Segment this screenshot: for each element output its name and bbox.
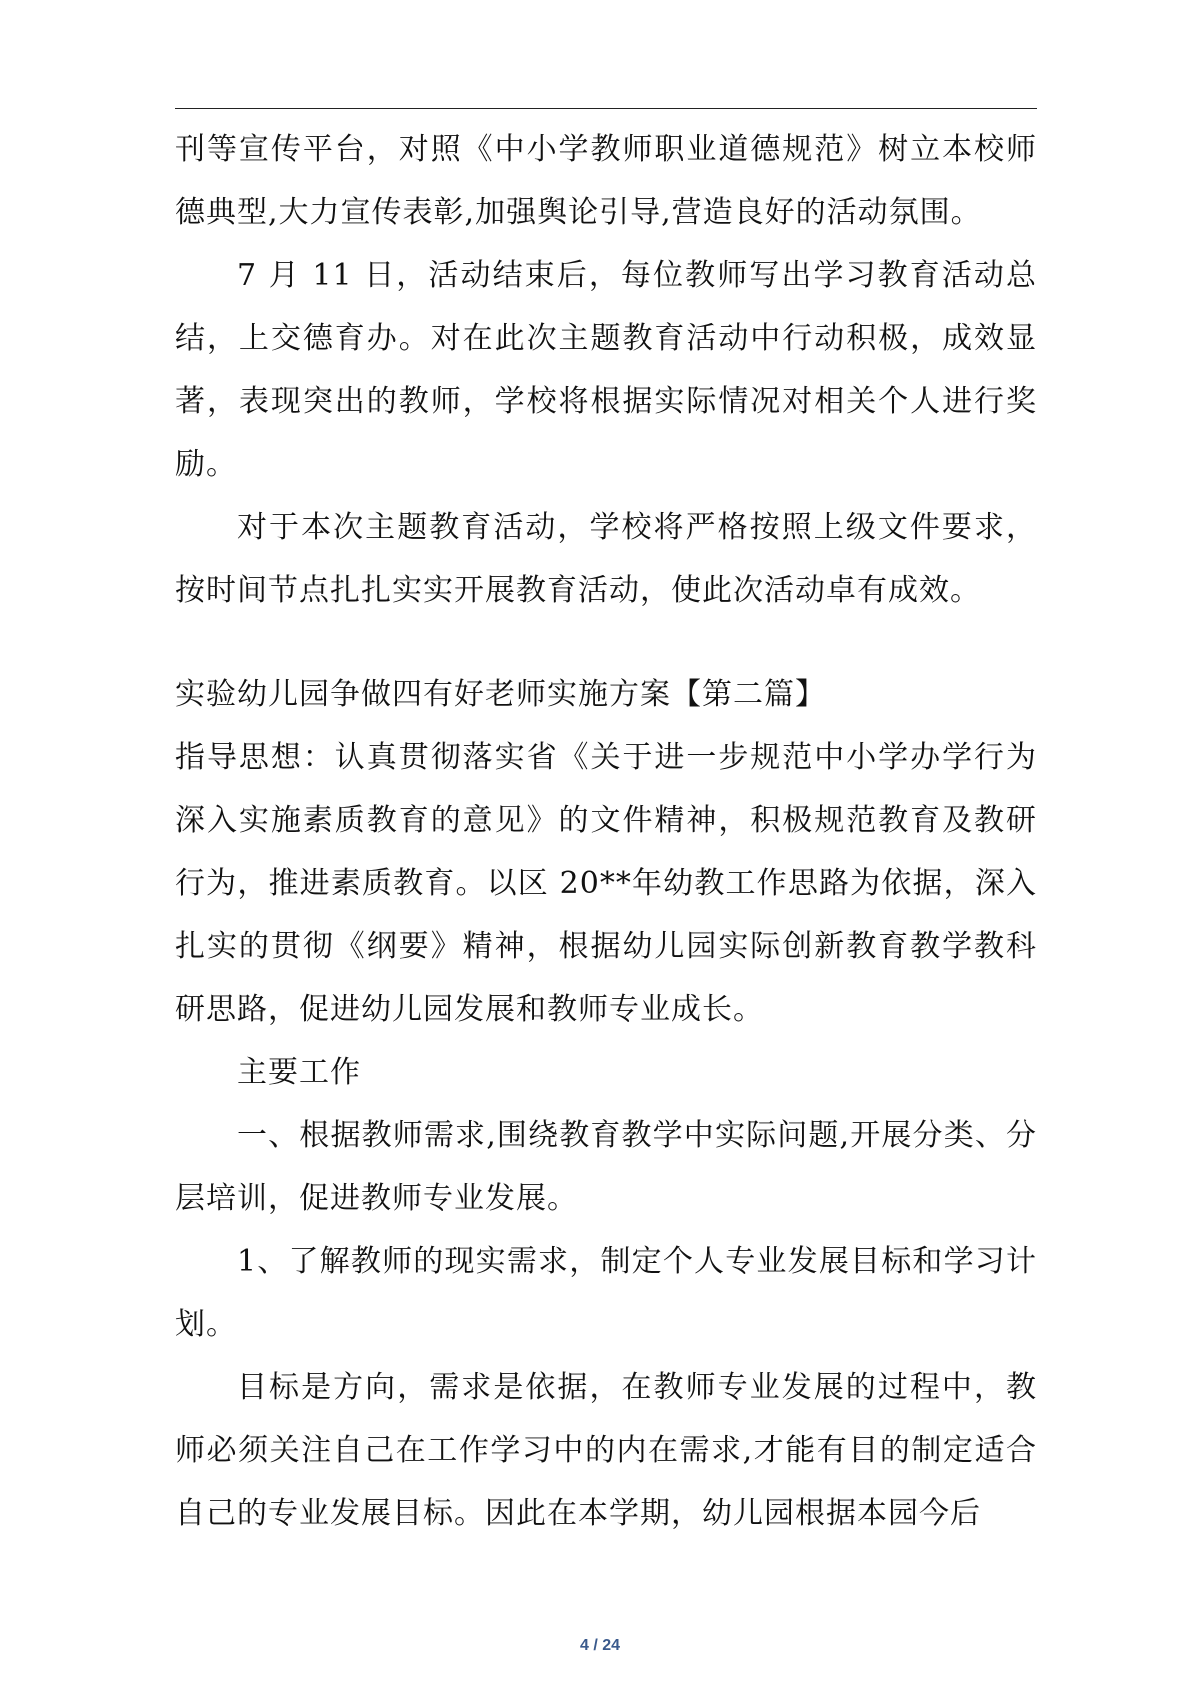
paragraph-item-one-one: 1、了解教师的现实需求，制定个人专业发展目标和学习计划。 [175, 1244, 1037, 1342]
paragraph-goal: 目标是方向，需求是依据，在教师专业发展的过程中，教师必须关注自己在工作学习中的内在需求,才能有目的制定适合自己的专业发展目标。因此在本学期，幼儿园根据本园今后 [175, 1370, 1037, 1531]
paragraph-continuation: 刊等宣传平台，对照《中小学教师职业道德规范》树立本校师德典型,大力宣传表彰,加强舆论引导,营造良好的活动氛围。 [175, 132, 1037, 230]
heading-main-work: 主要工作 [237, 1055, 361, 1090]
page-number: 4 / 24 [579, 1637, 621, 1654]
paragraph-conclusion: 对于本次主题教育活动，学校将严格按照上级文件要求，按时间节点扎扎实实开展教育活动，使此次活动卓有成效。 [175, 510, 1037, 608]
paragraph-activity-summary: 7 月 11 日，活动结束后，每位教师写出学习教育活动总结，上交德育办。对在此次主题教育活动中行动积极，成效显著，表现突出的教师，学校将根据实际情况对相关个人进行奖励。 [175, 258, 1037, 482]
paragraph-guiding-ideology: 指导思想：认真贯彻落实省《关于进一步规范中小学办学行为深入实施素质教育的意见》的文件精神，积极规范教育及教研行为，推进素质教育。以区 20**年幼教工作思路为依据，深入扎实的贯彻《纲要》精神，根据幼儿园实际创新教育教学教科研思路，促进幼儿园发展和教师专业成长。 [175, 740, 1037, 1027]
paragraph-item-one: 一、根据教师需求,围绕教育教学中实际问题,开展分类、分层培训，促进教师专业发展。 [175, 1118, 1037, 1216]
section-spacer [175, 622, 1037, 664]
document-body [175, 118, 1037, 1545]
section-title: 实验幼儿园争做四有好老师实施方案【第二篇】 [175, 677, 826, 712]
header-rule [175, 108, 1037, 109]
